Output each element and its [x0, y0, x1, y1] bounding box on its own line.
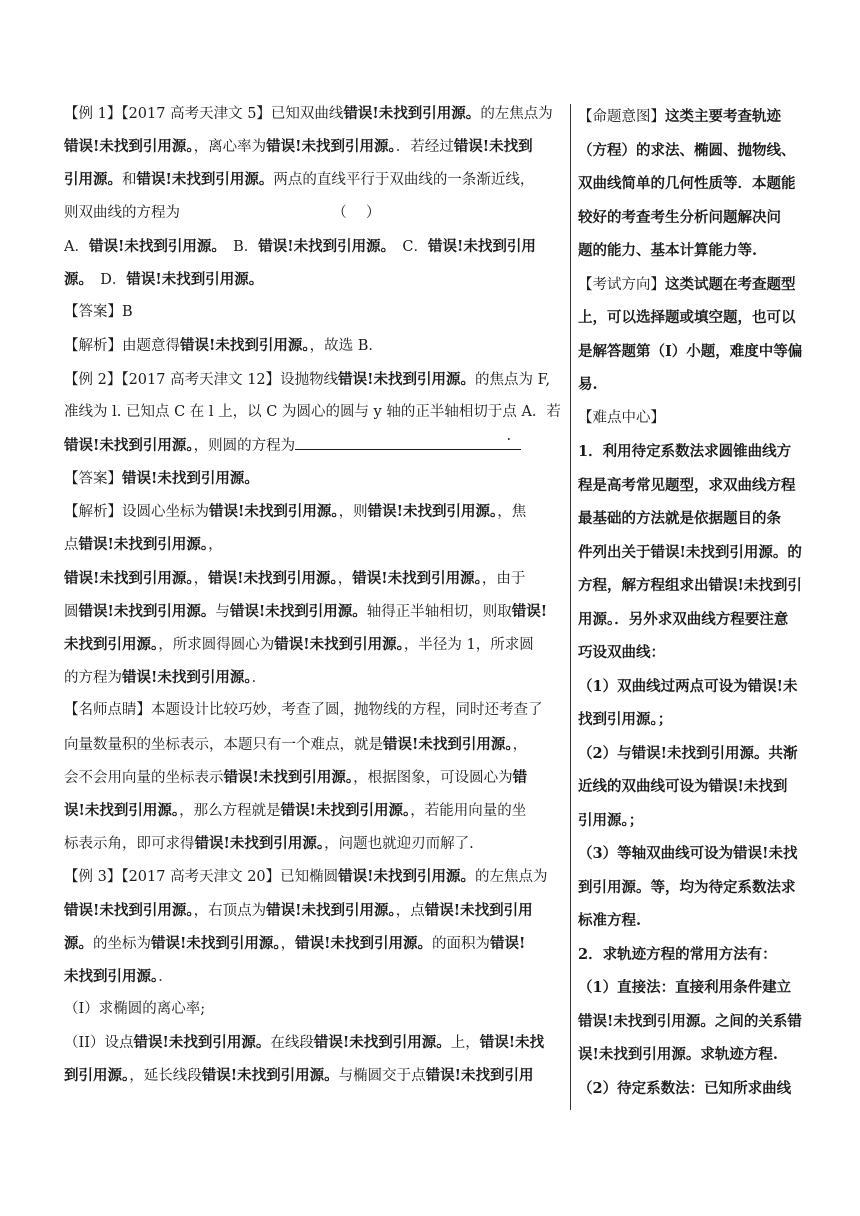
- text-run: ，: [193, 570, 209, 587]
- text-run: ，: [337, 570, 353, 587]
- text-run: 【答案】: [64, 471, 122, 488]
- text-run: 的左焦点为: [480, 106, 553, 122]
- text-run: 【名师点睛】本题设计比较巧妙，考查了圆，抛物线的方程，同时还考查了: [64, 702, 543, 719]
- sidebar-text-line: [578, 134, 810, 168]
- main-problems-column: [64, 97, 564, 1093]
- text-run: ．: [158, 968, 173, 985]
- text-run: 【命题意图】: [578, 109, 665, 125]
- text-run: 的左焦点为: [475, 869, 548, 886]
- bold-text-run: （1）直接法：直接利用条件建立: [578, 979, 792, 996]
- text-run: （I）求椭圆的离心率;: [64, 1001, 206, 1018]
- text-line: [64, 528, 564, 561]
- bold-text-run: 未找到引用源。: [64, 967, 159, 985]
- text-run: ，延长线段: [129, 1068, 202, 1085]
- text-run: ，那么方程就是: [179, 802, 281, 819]
- bold-text-run: 方程，解方程组求出错误!未找到引: [578, 577, 802, 594]
- text-line: [64, 993, 564, 1026]
- bold-text-run: （1）双曲线过两点可设为错误!未: [578, 677, 798, 695]
- sidebar-text-line: [578, 268, 810, 302]
- text-run: 与椭圆交于点: [338, 1068, 426, 1085]
- sidebar-text-line: [578, 603, 810, 637]
- text-run: 【例 2】【2017 高考天津文 12】设抛物线: [64, 371, 339, 388]
- bold-text-run: 程是高考常见题型，求双曲线方程: [578, 476, 796, 494]
- bold-text-run: 错误!: [490, 934, 526, 952]
- text-run: D．: [85, 271, 127, 288]
- sidebar-text-line: [578, 770, 810, 804]
- bold-text-run: 这类主要考查轨迹: [665, 108, 781, 125]
- text-run: （ ）: [180, 204, 381, 221]
- sidebar-text-line: [578, 670, 810, 704]
- bold-text-run: （方程）的求法、椭圆、抛物线、: [578, 141, 796, 159]
- sidebar-text-line: [578, 1005, 810, 1039]
- bold-text-run: 错: [512, 768, 528, 786]
- bold-text-run: 错误!未找到引用源。: [78, 602, 216, 620]
- bold-text-run: 易.: [578, 376, 598, 393]
- bold-text-run: 错误!未找到引用源。: [64, 901, 194, 919]
- sidebar-text-line: [578, 301, 810, 335]
- bold-text-run: 错误!未找到引用源。: [274, 636, 404, 653]
- text-run: 则双曲线的方程为: [64, 204, 180, 221]
- text-line: [64, 562, 564, 595]
- bold-text-run: 错误!未找到引用源。: [136, 171, 274, 189]
- text-run: 【例 1】【2017 高考天津文 5】已知双曲线: [64, 106, 344, 122]
- sidebar-text-line: [578, 804, 810, 838]
- text-run: 【答案】B: [64, 304, 133, 321]
- bold-text-run: 错误!未找到: [453, 138, 533, 156]
- bold-text-run: 错误!未找到引用源。: [64, 436, 194, 454]
- text-run: 与: [215, 603, 230, 620]
- sidebar-text-line: [578, 502, 810, 536]
- sidebar-text-line: [578, 871, 810, 905]
- text-line: [64, 794, 564, 827]
- bold-text-run: 双曲线简单的几何性质等．本题能: [578, 175, 796, 192]
- text-run: 会不会用向量的坐标表示: [64, 769, 224, 786]
- sidebar-text-line: [578, 1038, 810, 1072]
- sidebar-text-line: [578, 703, 810, 737]
- bold-text-run: 引用源。: [64, 171, 122, 189]
- sidebar-text-line: [578, 234, 810, 268]
- text-line: [64, 960, 564, 993]
- text-run: ，半径为 1，所求圆: [403, 637, 534, 653]
- bold-text-run: 引用源。；: [578, 811, 644, 829]
- text-run: 的方程为: [64, 670, 122, 687]
- text-run: 【例 3】【2017 高考天津文 20】已知椭圆: [64, 869, 339, 886]
- bold-text-run: 错误!未找到引用源。: [343, 105, 481, 122]
- bold-text-run: 错误!未找到引用源。: [88, 237, 219, 255]
- bold-text-run: 错误!未找到引用源。: [266, 138, 396, 156]
- text-line: [64, 329, 564, 362]
- text-run: ，: [280, 935, 296, 952]
- bold-text-run: 错误!未找到引用源。: [367, 503, 498, 521]
- bold-text-run: 用源。．另外求双曲线方程要注意: [578, 610, 789, 628]
- bold-text-run: 到引用源。等，均为待定系数法求: [578, 878, 796, 896]
- text-run: ，则圆的方程为: [193, 437, 296, 454]
- bold-text-run: 未找到引用源。: [64, 636, 159, 653]
- text-run: 点: [64, 537, 79, 554]
- text-run: 准线为 l. 已知点 C 在 l 上，以 C 为圆心的圆与 y 轴的正半轴相切于点 A．若: [64, 403, 561, 420]
- text-line: [64, 130, 564, 163]
- bold-text-run: 错误!未找到引用源。: [313, 1034, 451, 1052]
- text-line: [64, 296, 564, 329]
- bold-text-run: 错误!未找到引用源。: [338, 370, 476, 388]
- bold-text-run: 错误!未找到引用源。: [201, 1067, 339, 1085]
- bold-text-run: 到引用源。: [64, 1067, 130, 1085]
- text-run: 的面积为: [432, 935, 490, 952]
- sidebar-text-line: [578, 938, 810, 972]
- bold-text-run: 找到引用源。；: [578, 711, 673, 728]
- text-run: ，: [208, 537, 223, 554]
- text-run: 的焦点为 F,: [475, 371, 551, 388]
- text-run: 和: [122, 172, 137, 189]
- text-run: 圆: [64, 603, 79, 620]
- text-run: 在线段: [270, 1035, 314, 1052]
- sidebar-text-line: [578, 402, 810, 436]
- text-run: ，由于: [481, 570, 526, 587]
- bold-text-run: 错误!未找到引用源。: [295, 934, 432, 952]
- bold-text-run: 错误!未找到引用源。: [280, 801, 411, 819]
- text-line: [64, 263, 564, 296]
- sidebar-text-line: [578, 469, 810, 503]
- bold-text-run: 源。: [64, 934, 93, 952]
- text-run: 【难点中心】: [578, 409, 665, 426]
- sidebar-text-line: [578, 904, 810, 938]
- sidebar-text-line: [578, 536, 810, 570]
- bold-text-run: 题的能力、基本计算能力等.: [578, 242, 758, 259]
- text-run: ，根据图象，可设圆心为: [353, 769, 513, 786]
- bold-text-run: 错误!未找到引用源。: [338, 868, 476, 886]
- bold-text-run: 误!未找到引用源。: [64, 801, 180, 819]
- text-line: [64, 163, 564, 196]
- text-run: ，右顶点为: [193, 902, 267, 919]
- text-run: 【考试方向】: [578, 276, 665, 293]
- text-line: [64, 1026, 564, 1059]
- text-run: ，: [512, 736, 528, 753]
- bold-text-run: 错误!未找到引用源。: [122, 669, 252, 687]
- sidebar-text-line: [578, 636, 810, 670]
- bold-text-run: 错误!未找到引用源。: [180, 337, 310, 355]
- bold-text-run: 最基础的方法就是依据题目的条: [578, 510, 781, 527]
- text-line: [64, 927, 564, 960]
- sidebar-text-line: [578, 1072, 810, 1106]
- text-run: B．: [218, 238, 259, 255]
- bold-text-run: 错误!未找到引用源。: [64, 138, 194, 156]
- text-run: ，焦: [497, 504, 527, 521]
- text-run: 【解析】由题意得: [64, 338, 180, 355]
- commentary-sidebar-column: [578, 100, 810, 1105]
- bold-text-run: 错误!未找到引用源。: [151, 934, 281, 952]
- text-run: 两点的直线平行于双曲线的一条渐近线，: [273, 172, 535, 189]
- sidebar-text-line: [578, 100, 810, 134]
- bold-text-run: 标准方程.: [578, 912, 642, 929]
- text-run: ，则: [338, 504, 368, 521]
- bold-text-run: 错误!未找: [479, 1034, 545, 1052]
- bold-text-run: 错误!未找到引用: [425, 1067, 534, 1085]
- bold-text-run: 错误!未找到引用源。: [122, 470, 259, 488]
- bold-text-run: 错误!未找到引用源。: [64, 569, 194, 587]
- text-line: [64, 230, 564, 263]
- sidebar-text-line: [578, 368, 810, 402]
- bold-text-run: 错误!未找到引用源。: [126, 270, 264, 288]
- sidebar-text-line: [578, 201, 810, 235]
- text-line: [64, 661, 564, 694]
- text-line: [64, 363, 564, 396]
- bold-text-run: 误!未找到引用源。求轨迹方程.: [578, 1046, 778, 1063]
- text-run: ，点: [395, 902, 425, 919]
- bold-text-run: 错误!未找到引用源。: [208, 569, 338, 587]
- bold-text-run: 错误!未找到引用源。: [223, 768, 354, 786]
- text-line: [64, 728, 564, 761]
- bold-text-run: 巧设双曲线：: [578, 644, 665, 661]
- text-run: ，所求圆得圆心为: [158, 637, 275, 653]
- text-line: [64, 197, 564, 230]
- text-line: [64, 860, 564, 893]
- text-run: ，故选 B．: [309, 338, 383, 355]
- text-run: 向量数量积的坐标表示，本题只有一个难点，就是: [64, 736, 383, 753]
- text-line: [64, 628, 564, 661]
- text-line: [64, 495, 564, 528]
- sidebar-text-line: [578, 971, 810, 1005]
- answer-blank: [295, 428, 521, 450]
- bold-text-run: 错误!未找到引用源。: [194, 835, 325, 853]
- sidebar-text-line: [578, 167, 810, 201]
- bold-text-run: 错误!未找到引用源。之间的关系错: [578, 1012, 802, 1030]
- bold-text-run: 错误!未找到引用源。: [209, 503, 339, 521]
- sidebar-text-line: [578, 737, 810, 771]
- text-run: ，问题也就迎刃而解了.: [324, 836, 474, 853]
- text-line: [64, 694, 564, 727]
- sidebar-text-line: [578, 569, 810, 603]
- bold-text-run: 1．利用待定系数法求圆锥曲线方: [578, 443, 792, 460]
- text-line: [64, 97, 564, 130]
- bold-text-run: 源。: [64, 270, 86, 288]
- text-run: ，离心率为: [193, 139, 267, 156]
- text-run: 轴得正半轴相切，则取: [366, 603, 512, 620]
- text-line: [64, 396, 564, 429]
- text-line: [64, 1059, 564, 1092]
- bold-text-run: 较好的考查考生分析问题解决问: [578, 208, 781, 226]
- bold-text-run: 错误!未找到引用源。: [266, 901, 396, 919]
- text-line: [64, 894, 564, 927]
- bold-text-run: 上，可以选择题或填空题，也可以: [578, 309, 796, 326]
- text-run: 【解析】设圆心坐标为: [64, 504, 209, 521]
- bold-text-run: 件列出关于错误!未找到引用源。的: [578, 543, 802, 561]
- text-line: [64, 462, 564, 495]
- text-line: [64, 429, 564, 462]
- text-line: [64, 595, 564, 628]
- text-run: C．: [387, 238, 428, 255]
- column-divider: [570, 104, 571, 1110]
- bold-text-run: 错误!未找到引用源。: [352, 569, 482, 587]
- text-run: 标表示角，即可求得: [64, 836, 195, 853]
- bold-text-run: （2）与错误!未找到引用源。共渐: [578, 744, 798, 762]
- bold-text-run: 错误!未找到引用源。: [229, 602, 367, 620]
- sidebar-text-line: [578, 335, 810, 369]
- text-run: （II）设点: [64, 1035, 134, 1052]
- bold-text-run: 2．求轨迹方程的常用方法有：: [578, 945, 777, 963]
- text-run: ．: [251, 670, 267, 687]
- text-run: A．: [64, 238, 89, 255]
- bold-text-run: 错误!未找到引用源。: [133, 1034, 271, 1052]
- bold-text-run: 近线的双曲线可设为错误!未找到: [578, 778, 788, 795]
- text-run: 上，: [450, 1035, 480, 1052]
- answer-blank-period: .: [506, 428, 512, 444]
- bold-text-run: 错误!未找到引用源。: [78, 536, 209, 554]
- bold-text-run: 错误!未找到引用源。: [383, 735, 513, 753]
- bold-text-run: 这类试题在考查题型: [665, 275, 796, 293]
- text-run: 的坐标为: [93, 935, 151, 952]
- text-line: [64, 827, 564, 860]
- text-line: [64, 761, 564, 794]
- bold-text-run: 错误!未找到引用: [428, 237, 536, 255]
- bold-text-run: 错误!未找到引用: [424, 901, 533, 919]
- text-run: ．若经过: [395, 139, 454, 156]
- bold-text-run: （2）待定系数法：已知所求曲线: [578, 1079, 792, 1097]
- sidebar-text-line: [578, 435, 810, 469]
- bold-text-run: 错误!未找到引用源。: [258, 237, 388, 255]
- text-run: ，若能用向量的坐: [410, 802, 527, 819]
- bold-text-run: 错误!: [511, 602, 548, 620]
- bold-text-run: 是解答题第（I）小题，难度中等偏: [578, 342, 803, 360]
- sidebar-text-line: [578, 837, 810, 871]
- bold-text-run: （3）等轴双曲线可设为错误!未找: [578, 845, 798, 862]
